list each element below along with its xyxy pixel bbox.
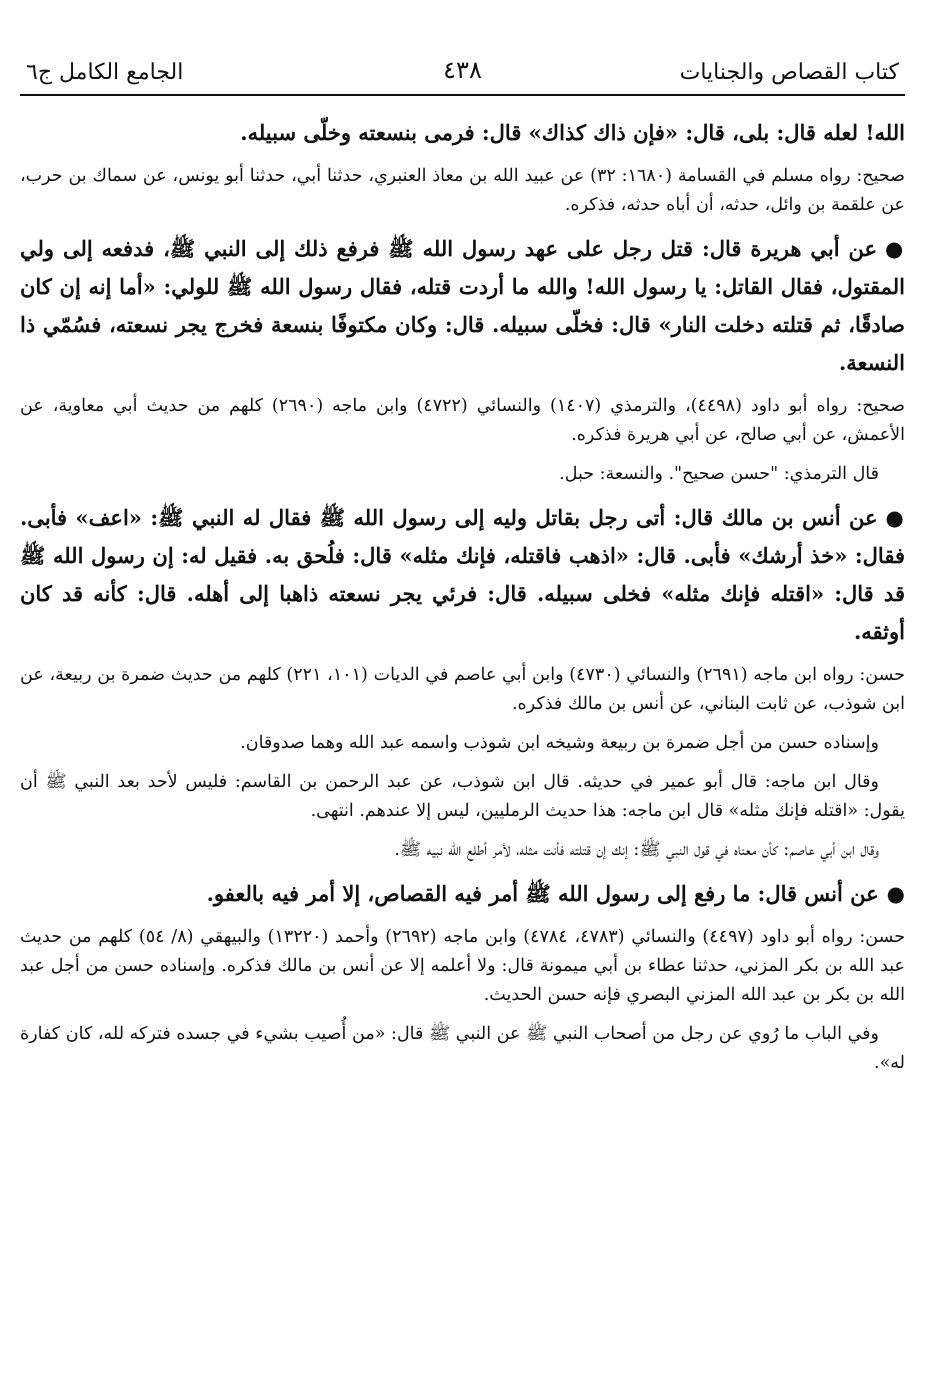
bullet-icon: ● [885,505,905,530]
paragraph-note: وإسناده حسن من أجل ضمرة بن ربيعة وشيخه ابن شوذب واسمه عبد الله وهما صدوقان. [240,733,879,753]
paragraph-note: وقال ابن أبي عاصم: كأن معناه في قول النبي ﷺ: إنك إن قتلته فأنت مثله، لأمر أطلع الله نبيه ﷺ. [394,840,879,860]
bullet-icon: ● [886,881,905,906]
paragraph-hadith: ●عن أنس قال: ما رفع إلى رسول الله ﷺ أمر فيه القصاص، إلا أمر فيه بالعفو. [206,881,905,906]
page-body [20,114,905,1078]
document-page [20,50,905,1350]
paragraph-reference: وقال ابن ماجه: قال أبو عمير في حديثه. قال ابن شوذب، عن عبد الرحمن بن القاسم: فليس لأحد بعد النبي ﷺ أن يقول: «اقتله فإنك مثله» قال ابن ماجه: هذا حديث الرمليين، ليس إلا عندهم. انتهى. [20,772,905,821]
paragraph-note: قال الترمذي: "حسن صحيح". والنسعة: حبل. [559,464,879,484]
paragraph-reference: حسن: رواه أبو داود (٤٤٩٧) والنسائي (٤٧٨٣، ٤٧٨٤) وابن ماجه (٢٦٩٢) وأحمد (١٣٢٢٠) والبيهقي (٨/ ٥٤) كلهم من حديث عبد الله بن بكر المزني، حدثنا عطاء بن أبي ميمونة قال: ولا أعلمه إلا عن أنس بن مالك فذكره. وإسناده حسن من أجل عبد الله بن بكر بن عبد الله المزني البصري فإنه حسن الحديث. [20,927,906,1005]
paragraph-reference: حسن: رواه ابن ماجه (٢٦٩١) والنسائي (٤٧٣٠) وابن أبي عاصم في الديات (١٠١، ٢٢١) كلهم من حديث ضمرة بن ربيعة، عن ابن شوذب، عن ثابت البناني، عن أنس بن مالك فذكره. [20,665,905,714]
paragraph-hadith: ●عن أنس بن مالك قال: أتى رجل بقاتل وليه إلى رسول الله ﷺ فقال له النبي ﷺ: «اعف» فأبى. فقال: «خذ أرشك» فأبى. قال: «اذهب فاقتله، فإنك مثله» قال: فلُحق به. فقيل له: إن رسول الله ﷺ قد قال: «اقتله فإنك مثله» فخلى سبيله. قال: فرئي يجر نسعته ذاهبا إلى أهله. قال: كأنه قد كان أوثقه. [20,505,905,644]
paragraph-reference: صحيح: رواه مسلم في القسامة (١٦٨٠: ٣٢) عن عبيد الله بن معاذ العنبري، حدثنا أبي، حدثنا أبو يونس، عن سماك بن حرب، عن علقمة بن وائل، حدثه، أن أباه حدثه، فذكره. [20,166,906,215]
paragraph-hadith: ●عن أبي هريرة قال: قتل رجل على عهد رسول الله ﷺ فرفع ذلك إلى النبي ﷺ، فدفعه إلى ولي المقتول، فقال القاتل: يا رسول الله! والله ما أردت قتله، فقال رسول الله ﷺ للولي: «أما إنه إن كان صادقًا، ثم قتلته دخلت النار» قال: فخلّى سبيله. قال: وكان مكتوفًا بنسعة فخرج يجر نسعته، فسُمّي ذا النسعة. [20,236,905,375]
paragraph-main: الله! لعله قال: بلى، قال: «فإن ذاك كذاك» قال: فرمى بنسعته وخلّى سبيله. [240,120,905,145]
running-header [20,50,905,96]
book-title: كتاب القصاص والجنايات [679,59,899,85]
series-title: الجامع الكامل ج٦ [26,59,184,85]
paragraph-reference: صحيح: رواه أبو داود (٤٤٩٨)، والترمذي (١٤٠٧) والنسائي (٤٧٢٢) وابن ماجه (٢٦٩٠) كلهم من حديث أبي معاوية، عن الأعمش، عن أبي صالح، عن أبي هريرة فذكره. [20,396,905,445]
page-number: ٤٣٨ [443,56,482,84]
bullet-icon: ● [885,236,905,261]
paragraph-reference: وفي الباب ما رُوي عن رجل من أصحاب النبي ﷺ عن النبي ﷺ قال: «من أُصيب بشيء في جسده فتركه لله، كان كفارة له». [20,1024,905,1073]
